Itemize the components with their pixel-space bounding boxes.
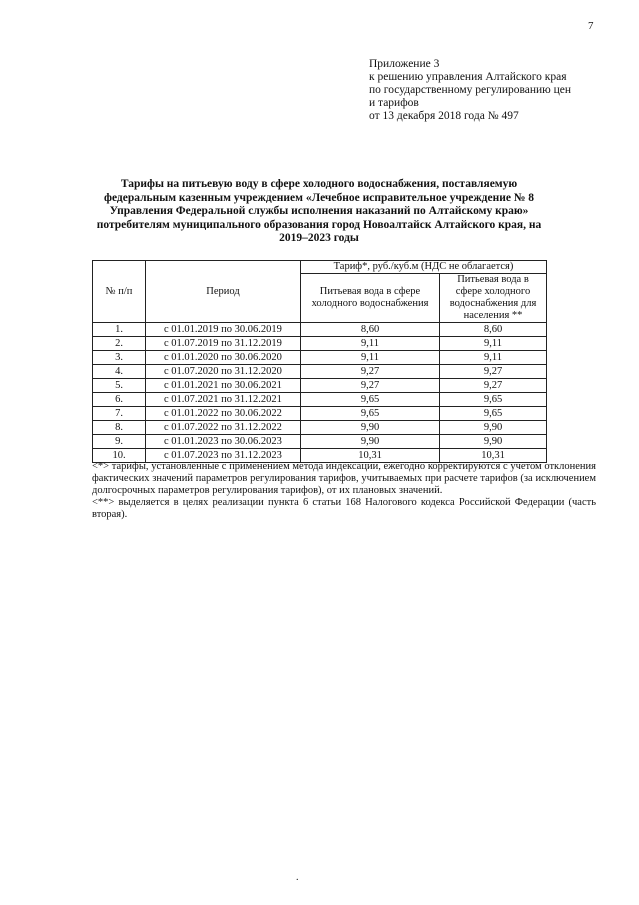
table-row [93,379,547,393]
table-row [93,407,547,421]
tariffs-table [92,260,547,463]
row-number-cell: 9. [93,435,146,449]
page-number: 7 [588,20,594,32]
table-row [93,323,547,337]
tariff-cell: 9,90 [301,421,440,435]
table-row [93,365,547,379]
tariff-cell: 9,65 [301,407,440,421]
document-title: Тарифы на питьевую воду в сфере холодного водоснабжения, поставляемую федеральным казенным учреждением «Лечебное исправительное учреждение № 8 Управления Федеральной службы исполнения наказаний по Алтайскому краю» потребителям муниципального образования город Новоалтайск Алтайского края, на 2019–2023 годы [96,178,542,244]
tariff-cell: 9,65 [301,393,440,407]
tariff-cell: 9,11 [301,351,440,365]
period-cell: с 01.07.2020 по 31.12.2020 [146,365,301,379]
table-row [93,393,547,407]
tariff-cell: 9,11 [301,337,440,351]
footnote: <*> тарифы, установленные с применением метода индексации, ежегодно корректируются с учетом отклонения фактических значений параметров регулирования тарифов, учитываемых при расчете тарифов (за исключением долгосрочных параметров регулирования тарифов), от их плановых значений. [92,461,596,496]
footnotes [92,461,596,521]
tariff-population-cell: 9,90 [440,435,547,449]
tariff-population-cell: 9,27 [440,379,547,393]
annex-line: от 13 декабря 2018 года № 497 [369,110,519,122]
row-number-cell: 8. [93,421,146,435]
tariff-cell: 9,90 [301,435,440,449]
tariff-cell: 8,60 [301,323,440,337]
tariff-cell: 9,27 [301,379,440,393]
header-period: Период [146,261,301,323]
tariff-population-cell: 9,27 [440,365,547,379]
header-drinking-water-population: Питьевая вода в сфере холодного водоснабжения для населения ** [440,274,547,323]
table-row [93,435,547,449]
header-drinking-water: Питьевая вода в сфере холодного водоснабжения [301,274,440,323]
footer-mark: . [296,872,299,883]
table-body [93,323,547,463]
row-number-cell: 4. [93,365,146,379]
row-number-cell: 6. [93,393,146,407]
row-number-cell: 10. [93,449,146,463]
period-cell: с 01.01.2021 по 30.06.2021 [146,379,301,393]
tariff-population-cell: 9,11 [440,351,547,365]
table-row [93,421,547,435]
period-cell: с 01.01.2022 по 30.06.2022 [146,407,301,421]
annex-line: по государственному регулированию цен [369,84,572,96]
period-cell: с 01.07.2022 по 31.12.2022 [146,421,301,435]
period-cell: с 01.07.2021 по 31.12.2021 [146,393,301,407]
annex-line: и тарифов [369,97,419,109]
row-number-cell: 3. [93,351,146,365]
annex-line: Приложение 3 [369,58,440,70]
tariff-population-cell: 10,31 [440,449,547,463]
table-row [93,351,547,365]
row-number-cell: 5. [93,379,146,393]
header-tariff-group: Тариф*, руб./куб.м (НДС не облагается) [301,261,547,274]
period-cell: с 01.07.2023 по 31.12.2023 [146,449,301,463]
annex-line: к решению управления Алтайского края [369,71,567,83]
header-num: № п/п [93,261,146,323]
table-row [93,337,547,351]
tariff-population-cell: 9,11 [440,337,547,351]
row-number-cell: 1. [93,323,146,337]
tariff-population-cell: 8,60 [440,323,547,337]
period-cell: с 01.01.2019 по 30.06.2019 [146,323,301,337]
period-cell: с 01.01.2020 по 30.06.2020 [146,351,301,365]
footnote: <**> выделяется в целях реализации пункта 6 статьи 168 Налогового кодекса Российской Федерации (часть вторая). [92,497,596,520]
annex-block [369,58,571,123]
row-number-cell: 2. [93,337,146,351]
tariff-cell: 9,27 [301,365,440,379]
tariff-cell: 10,31 [301,449,440,463]
tariff-population-cell: 9,90 [440,421,547,435]
row-number-cell: 7. [93,407,146,421]
tariff-population-cell: 9,65 [440,407,547,421]
tariff-population-cell: 9,65 [440,393,547,407]
period-cell: с 01.07.2019 по 31.12.2019 [146,337,301,351]
period-cell: с 01.01.2023 по 30.06.2023 [146,435,301,449]
